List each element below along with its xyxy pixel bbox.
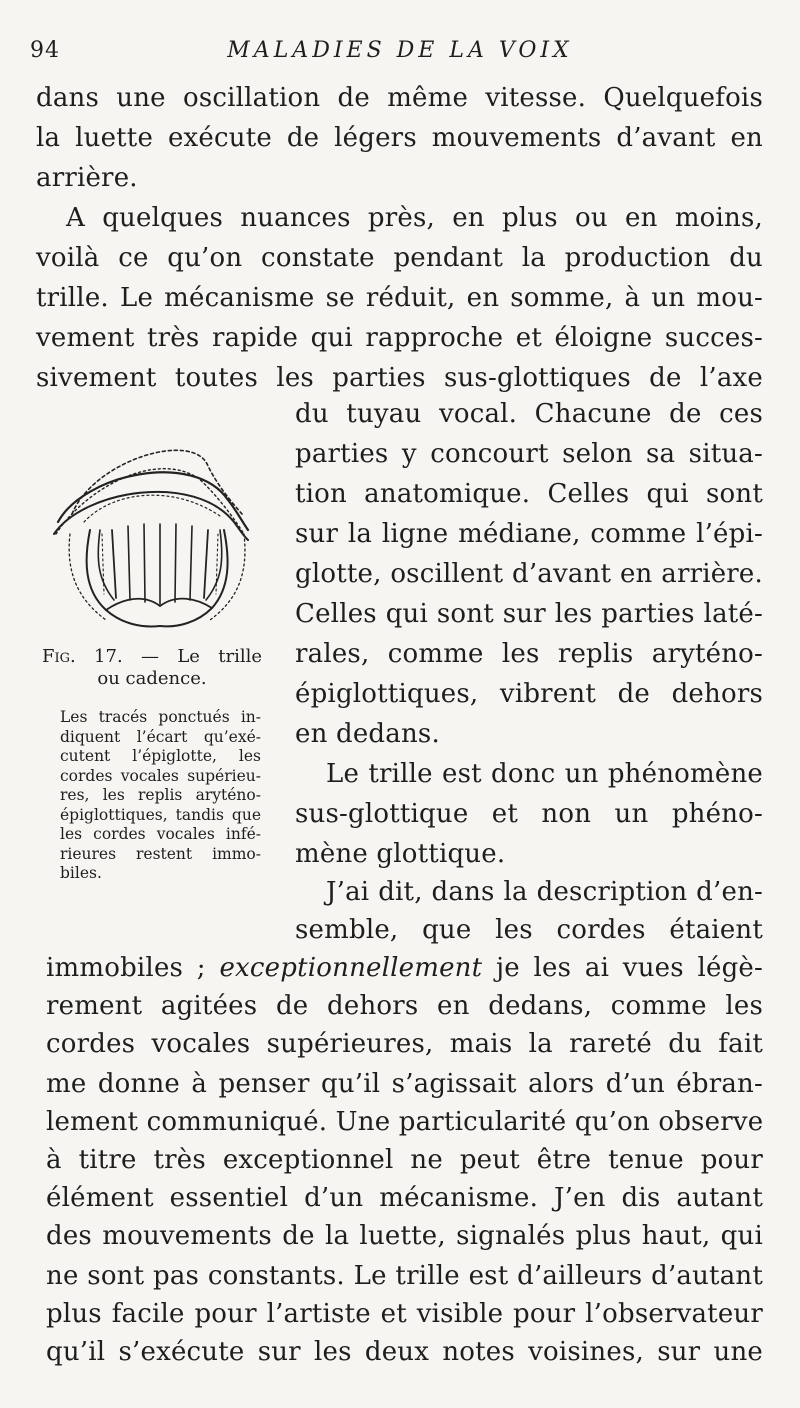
figure-caption-note (60, 708, 261, 884)
caption-note-line: Les tracés ponctués in- (60, 708, 261, 726)
body-text: immobiles ; (46, 953, 220, 983)
body-line: du tuyau vocal. Chacune de ces (295, 399, 763, 429)
running-title: MALADIES DE LA VOIX (227, 38, 573, 63)
body-line: à titre très exceptionnel ne peut être tenue pour (46, 1145, 763, 1175)
caption-note-line: les cordes vocales infé- (60, 825, 261, 843)
body-line: tion anatomique. Celles qui sont (295, 479, 763, 509)
page-number: 94 (30, 38, 60, 63)
body-line: en dedans. (295, 719, 440, 749)
figure-label: Fig. 17. (42, 646, 123, 667)
caption-note-line: cutent l’épiglotte, les (60, 747, 261, 765)
body-line: Le trille est donc un phénomène (326, 759, 763, 789)
figure-title-rest: — Le trille (122, 646, 262, 667)
body-line: plus facile pour l’artiste et visible pour l’observateur (46, 1299, 763, 1329)
body-line: sus-glottique et non un phéno- (295, 799, 763, 829)
larynx-diagram (44, 430, 260, 640)
body-line: semble, que les cordes étaient (295, 915, 763, 945)
body-line: mène glottique. (295, 839, 506, 869)
body-line: sivement toutes les parties sus-glottiques de l’axe (36, 363, 763, 393)
body-line: J’ai dit, dans la description d’en- (326, 877, 763, 907)
body-line: vement très rapide qui rapproche et éloigne succes- (36, 323, 763, 353)
emphasis-text: exceptionnellement (219, 953, 483, 983)
body-line: qu’il s’exécute sur les deux notes voisines, sur une (46, 1337, 763, 1367)
body-line: Celles qui sont sur les parties laté- (295, 599, 763, 629)
body-line: rement agitées de dehors en dedans, comme les (46, 991, 763, 1021)
body-line: élément essentiel d’un mécanisme. J’en dis autant (46, 1183, 763, 1213)
body-line (46, 952, 763, 984)
body-line: arrière. (36, 163, 138, 193)
body-line: épiglottiques, vibrent de dehors (295, 679, 763, 709)
body-line: lement communiqué. Une particularité qu’on observe (46, 1107, 764, 1137)
body-text: je les ai vues légè- (482, 953, 763, 983)
body-line: la luette exécute de légers mouvements d’avant en (36, 123, 763, 153)
page-header (30, 38, 770, 68)
caption-note-line: cordes vocales supérieu- (60, 766, 261, 785)
caption-note-line: rieures restent immo- (60, 844, 261, 863)
caption-note-line: diquent l’écart qu’exé- (60, 727, 261, 746)
body-line: cordes vocales supérieures, mais la rareté du fait (46, 1029, 763, 1059)
body-line: me donne à penser qu’il s’agissait alors d’un ébran- (46, 1069, 763, 1099)
body-line: sur la ligne médiane, comme l’épi- (295, 519, 763, 549)
body-line: dans une oscillation de même vitesse. Quelquefois (36, 83, 763, 113)
caption-note-line: biles. (60, 864, 102, 882)
figure-caption (42, 646, 262, 690)
body-line: des mouvements de la luette, signalés plus haut, qui (46, 1221, 763, 1251)
caption-note-line: épiglottiques, tandis que (60, 805, 261, 824)
figure-caption-subtitle: ou cadence. (97, 668, 207, 689)
body-line: rales, comme les replis aryténo- (295, 639, 763, 669)
body-line: glotte, oscillent d’avant en arrière. (295, 559, 763, 589)
body-line: voilà ce qu’on constate pendant la production du (36, 243, 763, 273)
body-line: A quelques nuances près, en plus ou en moins, (66, 203, 763, 233)
body-line: trille. Le mécanisme se réduit, en somme, à un mou- (36, 283, 763, 313)
figure-17-trille-illustration (44, 430, 260, 640)
caption-note-line: res, les replis aryténo- (60, 786, 261, 804)
body-line: parties y concourt selon sa situa- (295, 439, 763, 469)
figure-caption-title (42, 646, 262, 668)
body-line: ne sont pas constants. Le trille est d’ailleurs d’autant (46, 1261, 763, 1291)
